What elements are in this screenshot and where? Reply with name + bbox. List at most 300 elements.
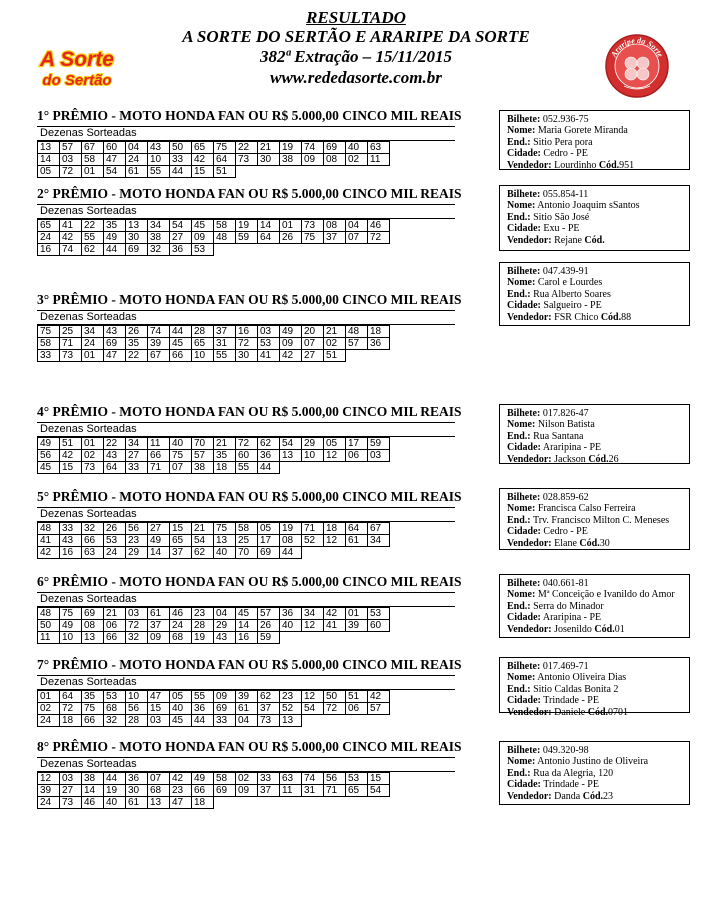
number-cell: 29 (214, 620, 236, 632)
number-cell: 49 (192, 773, 214, 785)
number-cell: 27 (170, 232, 192, 244)
logo-right-text: Araripe da Sorte (609, 35, 665, 59)
winner-address-value: Sitio Pera pora (530, 136, 593, 148)
numbers-row (38, 691, 390, 703)
number-cell: 13 (38, 142, 60, 154)
winner-address-value: Serra do Minador (530, 600, 604, 612)
number-cell: 71 (324, 785, 346, 797)
dezenas-label: Dezenas Sorteadas (37, 422, 455, 437)
winner-address-value: Rua Santana (530, 430, 584, 442)
number-cell: 60 (368, 620, 390, 632)
number-cell: 25 (60, 326, 82, 338)
number-cell: 35 (126, 338, 148, 350)
number-cell: 26 (280, 232, 302, 244)
number-cell: 42 (324, 608, 346, 620)
number-cell: 67 (148, 350, 170, 362)
seller-code-value: 88 (621, 311, 632, 323)
number-cell: 21 (192, 523, 214, 535)
number-cell: 24 (104, 547, 126, 559)
number-cell: 22 (126, 350, 148, 362)
winner-name-value: Maria Gorete Miranda (535, 125, 628, 137)
number-cell: 21 (104, 608, 126, 620)
winner-address-row (507, 684, 684, 695)
winner-city-label: Cidade: (507, 612, 541, 624)
number-cell: 44 (104, 244, 126, 256)
winner-address-label: End.: (507, 211, 531, 223)
winner-name-value: Nilson Batista (535, 419, 595, 431)
number-cell: 30 (126, 785, 148, 797)
ticket-number-row (507, 408, 684, 419)
winner-address-label: End.: (507, 136, 531, 148)
number-cell: 03 (258, 326, 280, 338)
number-cell: 16 (236, 632, 258, 644)
number-cell: 58 (236, 523, 258, 535)
numbers-row (38, 154, 390, 166)
number-cell: 03 (60, 773, 82, 785)
number-cell: 41 (60, 220, 82, 232)
number-cell: 54 (280, 438, 302, 450)
seller-row (507, 235, 684, 246)
number-cell: 71 (148, 462, 170, 474)
number-cell: 35 (104, 220, 126, 232)
number-cell: 40 (214, 547, 236, 559)
numbers-table (37, 690, 390, 727)
number-cell: 65 (170, 535, 192, 547)
ticket-number-row (507, 266, 684, 277)
winner-city-row (507, 300, 684, 311)
seller-label: Vendedor: (507, 537, 552, 549)
winner-name-row (507, 125, 684, 136)
ticket-number-value: 017.826-47 (540, 408, 589, 419)
number-cell: 23 (280, 691, 302, 703)
numbers-row (38, 450, 390, 462)
number-cell: 47 (170, 797, 192, 809)
numbers-row (38, 773, 390, 785)
seller-row (507, 312, 684, 323)
numbers-row (38, 535, 390, 547)
number-cell: 05 (324, 438, 346, 450)
ticket-number-label: Bilhete: (507, 661, 541, 672)
numbers-row (38, 523, 390, 535)
ticket-number-value: 055.854-11 (540, 189, 589, 200)
header-website: www.rededasorte.com.br (270, 68, 442, 87)
number-cell: 72 (126, 620, 148, 632)
number-cell: 11 (38, 632, 60, 644)
winner-city-label: Cidade: (507, 223, 541, 235)
number-cell: 69 (214, 785, 236, 797)
number-cell: 33 (170, 154, 192, 166)
seller-value: Elane (551, 537, 580, 549)
winner-address-row (507, 431, 684, 442)
winner-address-label: End.: (507, 767, 531, 779)
numbers-table (37, 325, 390, 362)
number-cell: 42 (192, 154, 214, 166)
number-cell: 58 (214, 220, 236, 232)
winner-city-value: Araripina - PE (540, 612, 602, 624)
number-cell: 63 (280, 773, 302, 785)
number-cell: 44 (104, 773, 126, 785)
number-cell: 07 (302, 338, 324, 350)
winner-address-label: End.: (507, 683, 531, 695)
number-cell: 28 (192, 326, 214, 338)
dezenas-label: Dezenas Sorteadas (37, 126, 455, 141)
number-cell: 10 (148, 154, 170, 166)
number-cell: 18 (368, 326, 390, 338)
number-cell: 27 (60, 785, 82, 797)
winner-ticket-box (499, 488, 690, 550)
winner-name-value: Antonio Justino de Oliveira (535, 756, 649, 768)
winner-address-label: End.: (507, 514, 531, 526)
number-cell: 75 (214, 142, 236, 154)
prize-section (37, 657, 462, 727)
number-cell: 15 (60, 462, 82, 474)
number-cell: 39 (236, 691, 258, 703)
seller-code-label: Cód. (588, 453, 609, 465)
number-cell: 33 (60, 523, 82, 535)
number-cell: 41 (324, 620, 346, 632)
dezenas-label: Dezenas Sorteadas (37, 204, 455, 219)
ticket-number-value: 049.320-98 (540, 745, 589, 756)
winner-ticket-box (499, 404, 690, 464)
number-cell: 09 (214, 691, 236, 703)
seller-label: Vendedor: (507, 453, 552, 465)
number-cell: 01 (82, 166, 104, 178)
number-cell: 34 (368, 535, 390, 547)
number-cell: 34 (82, 326, 104, 338)
number-cell: 18 (324, 523, 346, 535)
number-cell: 23 (126, 535, 148, 547)
number-cell: 02 (82, 450, 104, 462)
number-cell: 01 (82, 438, 104, 450)
header-extraction: 382ª Extração – 15/11/2015 (259, 47, 452, 66)
number-cell: 06 (346, 450, 368, 462)
winner-city-label: Cidade: (507, 779, 541, 791)
prize-section (37, 292, 462, 362)
number-cell: 53 (104, 535, 126, 547)
number-cell: 45 (38, 462, 60, 474)
number-cell: 13 (280, 715, 302, 727)
numbers-table (37, 219, 390, 256)
number-cell: 09 (302, 154, 324, 166)
number-cell: 31 (214, 338, 236, 350)
number-cell: 21 (258, 142, 280, 154)
winner-name-label: Nome: (507, 125, 536, 137)
number-cell: 45 (170, 715, 192, 727)
number-cell: 62 (82, 244, 104, 256)
winner-address-value: Sitio Caldas Bonita 2 (530, 683, 619, 695)
winner-city-row (507, 148, 684, 159)
number-cell: 30 (236, 350, 258, 362)
seller-label: Vendedor: (507, 234, 552, 246)
number-cell: 23 (192, 608, 214, 620)
number-cell: 70 (236, 547, 258, 559)
seller-label: Vendedor: (507, 623, 552, 635)
number-cell: 35 (214, 450, 236, 462)
number-cell: 12 (302, 620, 324, 632)
number-cell: 73 (236, 154, 258, 166)
number-cell: 24 (170, 620, 192, 632)
winner-name-label: Nome: (507, 277, 536, 289)
seller-value: Jackson (551, 453, 589, 465)
numbers-row (38, 220, 390, 232)
number-cell: 62 (258, 438, 280, 450)
winner-name-value: Antonio Oliveira Dias (535, 672, 627, 684)
winner-name-value: Mª Conceição e Ivanildo do Amor (535, 589, 675, 601)
number-cell: 36 (280, 608, 302, 620)
number-cell: 13 (148, 797, 170, 809)
number-cell: 02 (346, 154, 368, 166)
number-cell: 52 (280, 703, 302, 715)
number-cell: 08 (324, 220, 346, 232)
number-cell: 63 (82, 547, 104, 559)
number-cell: 32 (82, 523, 104, 535)
number-cell: 40 (170, 438, 192, 450)
number-cell: 43 (104, 450, 126, 462)
number-cell: 57 (192, 450, 214, 462)
number-cell: 08 (324, 154, 346, 166)
number-cell: 12 (38, 773, 60, 785)
number-cell: 05 (258, 523, 280, 535)
winner-address-value: Rua da Alegria, 120 (530, 767, 614, 779)
winner-name-label: Nome: (507, 419, 536, 431)
number-cell: 72 (60, 166, 82, 178)
number-cell: 74 (302, 773, 324, 785)
ticket-number-value: 052.936-75 (540, 114, 589, 125)
ticket-number-label: Bilhete: (507, 408, 541, 419)
number-cell: 14 (82, 785, 104, 797)
number-cell: 66 (148, 450, 170, 462)
number-cell: 11 (280, 785, 302, 797)
number-cell: 26 (104, 523, 126, 535)
number-cell: 69 (82, 608, 104, 620)
number-cell: 56 (324, 773, 346, 785)
number-cell: 40 (104, 797, 126, 809)
winner-address-row (507, 768, 684, 779)
number-cell: 33 (214, 715, 236, 727)
ticket-number-row (507, 578, 684, 589)
numbers-row (38, 703, 390, 715)
number-cell: 14 (258, 220, 280, 232)
number-cell: 01 (38, 691, 60, 703)
winner-address-label: End.: (507, 600, 531, 612)
number-cell: 15 (148, 703, 170, 715)
winner-ticket-box (499, 741, 690, 805)
number-cell: 37 (148, 620, 170, 632)
seller-code-value: 01 (614, 623, 625, 635)
number-cell: 16 (38, 244, 60, 256)
number-cell: 75 (82, 703, 104, 715)
seller-code-value: 26 (608, 453, 619, 465)
number-cell: 73 (258, 715, 280, 727)
number-cell: 48 (38, 523, 60, 535)
number-cell: 49 (38, 438, 60, 450)
number-cell: 61 (346, 535, 368, 547)
number-cell: 04 (126, 142, 148, 154)
prize-title: 7° PRÊMIO - MOTO HONDA FAN OU R$ 5.000,00 CINCO MIL REAIS (37, 657, 462, 672)
number-cell: 54 (170, 220, 192, 232)
winner-name-row (507, 503, 684, 514)
winner-name-row (507, 589, 684, 600)
number-cell: 55 (82, 232, 104, 244)
seller-value: Danda (551, 790, 583, 802)
numbers-row (38, 438, 390, 450)
number-cell: 68 (148, 785, 170, 797)
number-cell: 25 (236, 535, 258, 547)
number-cell: 17 (258, 535, 280, 547)
number-cell: 37 (258, 785, 280, 797)
number-cell: 01 (280, 220, 302, 232)
number-cell: 73 (82, 462, 104, 474)
winner-city-value: Trindade - PE (540, 779, 599, 791)
number-cell: 51 (346, 691, 368, 703)
number-cell: 02 (324, 338, 346, 350)
number-cell: 75 (38, 326, 60, 338)
number-cell: 24 (38, 797, 60, 809)
a-sorte-do-sertao-logo (36, 42, 118, 92)
number-cell: 18 (214, 462, 236, 474)
number-cell: 62 (258, 691, 280, 703)
araripe-da-sorte-logo (604, 33, 670, 99)
prize-title: 4° PRÊMIO - MOTO HONDA FAN OU R$ 5.000,00 CINCO MIL REAIS (37, 404, 462, 419)
number-cell: 39 (346, 620, 368, 632)
number-cell: 44 (258, 462, 280, 474)
number-cell: 05 (38, 166, 60, 178)
number-cell: 15 (170, 523, 192, 535)
number-cell: 54 (104, 166, 126, 178)
number-cell: 36 (192, 703, 214, 715)
number-cell: 36 (126, 773, 148, 785)
numbers-row (38, 608, 390, 620)
seller-code-label: Cód. (579, 537, 600, 549)
number-cell: 51 (324, 350, 346, 362)
number-cell: 69 (126, 244, 148, 256)
ticket-number-row (507, 661, 684, 672)
prize-title: 3° PRÊMIO - MOTO HONDA FAN OU R$ 5.000,00 CINCO MIL REAIS (37, 292, 462, 307)
seller-label: Vendedor: (507, 790, 552, 802)
number-cell: 46 (368, 220, 390, 232)
numbers-row (38, 715, 390, 727)
logo-left-line2: do Sertão (42, 72, 112, 89)
number-cell: 32 (148, 244, 170, 256)
winner-name-label: Nome: (507, 672, 536, 684)
number-cell: 66 (82, 715, 104, 727)
number-cell: 40 (170, 703, 192, 715)
number-cell: 56 (38, 450, 60, 462)
number-cell: 67 (368, 523, 390, 535)
number-cell: 42 (170, 773, 192, 785)
number-cell: 52 (302, 535, 324, 547)
number-cell: 05 (170, 691, 192, 703)
winner-name-label: Nome: (507, 589, 536, 601)
numbers-row (38, 632, 390, 644)
number-cell: 34 (302, 608, 324, 620)
number-cell: 09 (192, 232, 214, 244)
winner-address-row (507, 515, 684, 526)
winner-name-row (507, 672, 684, 683)
numbers-row (38, 350, 390, 362)
seller-label: Vendedor: (507, 159, 552, 171)
number-cell: 66 (104, 632, 126, 644)
number-cell: 12 (302, 691, 324, 703)
number-cell: 27 (148, 523, 170, 535)
number-cell: 07 (148, 773, 170, 785)
numbers-row (38, 166, 390, 178)
number-cell: 68 (170, 632, 192, 644)
number-cell: 61 (126, 797, 148, 809)
number-cell: 65 (346, 785, 368, 797)
number-cell: 37 (324, 232, 346, 244)
number-cell: 49 (280, 326, 302, 338)
number-cell: 59 (368, 438, 390, 450)
number-cell: 07 (346, 232, 368, 244)
number-cell: 03 (60, 154, 82, 166)
winner-address-label: End.: (507, 288, 531, 300)
ticket-number-label: Bilhete: (507, 189, 541, 200)
number-cell: 13 (82, 632, 104, 644)
numbers-row (38, 338, 390, 350)
number-cell: 43 (104, 326, 126, 338)
number-cell: 24 (38, 715, 60, 727)
dezenas-label: Dezenas Sorteadas (37, 592, 455, 607)
number-cell: 19 (280, 142, 302, 154)
number-cell: 74 (60, 244, 82, 256)
number-cell: 55 (214, 350, 236, 362)
seller-code-label: Cód. (594, 623, 615, 635)
seller-label: Vendedor: (507, 311, 552, 323)
number-cell: 28 (126, 715, 148, 727)
number-cell: 30 (126, 232, 148, 244)
number-cell: 38 (280, 154, 302, 166)
seller-value: Lourdinho (551, 159, 599, 171)
number-cell: 73 (60, 350, 82, 362)
number-cell: 42 (60, 450, 82, 462)
number-cell: 40 (280, 620, 302, 632)
seller-label: Vendedor: (507, 706, 552, 718)
number-cell: 57 (60, 142, 82, 154)
winner-city-label: Cidade: (507, 695, 541, 707)
ticket-number-label: Bilhete: (507, 266, 541, 277)
winner-city-row (507, 526, 684, 537)
number-cell: 16 (60, 547, 82, 559)
number-cell: 71 (302, 523, 324, 535)
number-cell: 53 (368, 608, 390, 620)
number-cell: 08 (280, 535, 302, 547)
number-cell: 72 (60, 703, 82, 715)
seller-row (507, 538, 684, 549)
winner-name-label: Nome: (507, 503, 536, 515)
number-cell: 50 (38, 620, 60, 632)
number-cell: 19 (236, 220, 258, 232)
number-cell: 26 (258, 620, 280, 632)
number-cell: 01 (346, 608, 368, 620)
number-cell: 73 (60, 797, 82, 809)
number-cell: 69 (104, 338, 126, 350)
number-cell: 09 (280, 338, 302, 350)
number-cell: 45 (170, 338, 192, 350)
number-cell: 61 (148, 608, 170, 620)
numbers-table (37, 772, 390, 809)
number-cell: 24 (82, 338, 104, 350)
seller-value: Josenildo (551, 623, 595, 635)
winner-address-value: Sitio São José (530, 211, 590, 223)
winner-city-value: Araripina - PE (540, 442, 602, 454)
number-cell: 72 (236, 338, 258, 350)
prize-title: 8° PRÊMIO - MOTO HONDA FAN OU R$ 5.000,00 CINCO MIL REAIS (37, 739, 462, 754)
seller-code-label: Cód. (587, 706, 609, 718)
winner-city-value: Salgueiro - PE (540, 300, 602, 312)
number-cell: 32 (104, 715, 126, 727)
number-cell: 55 (236, 462, 258, 474)
